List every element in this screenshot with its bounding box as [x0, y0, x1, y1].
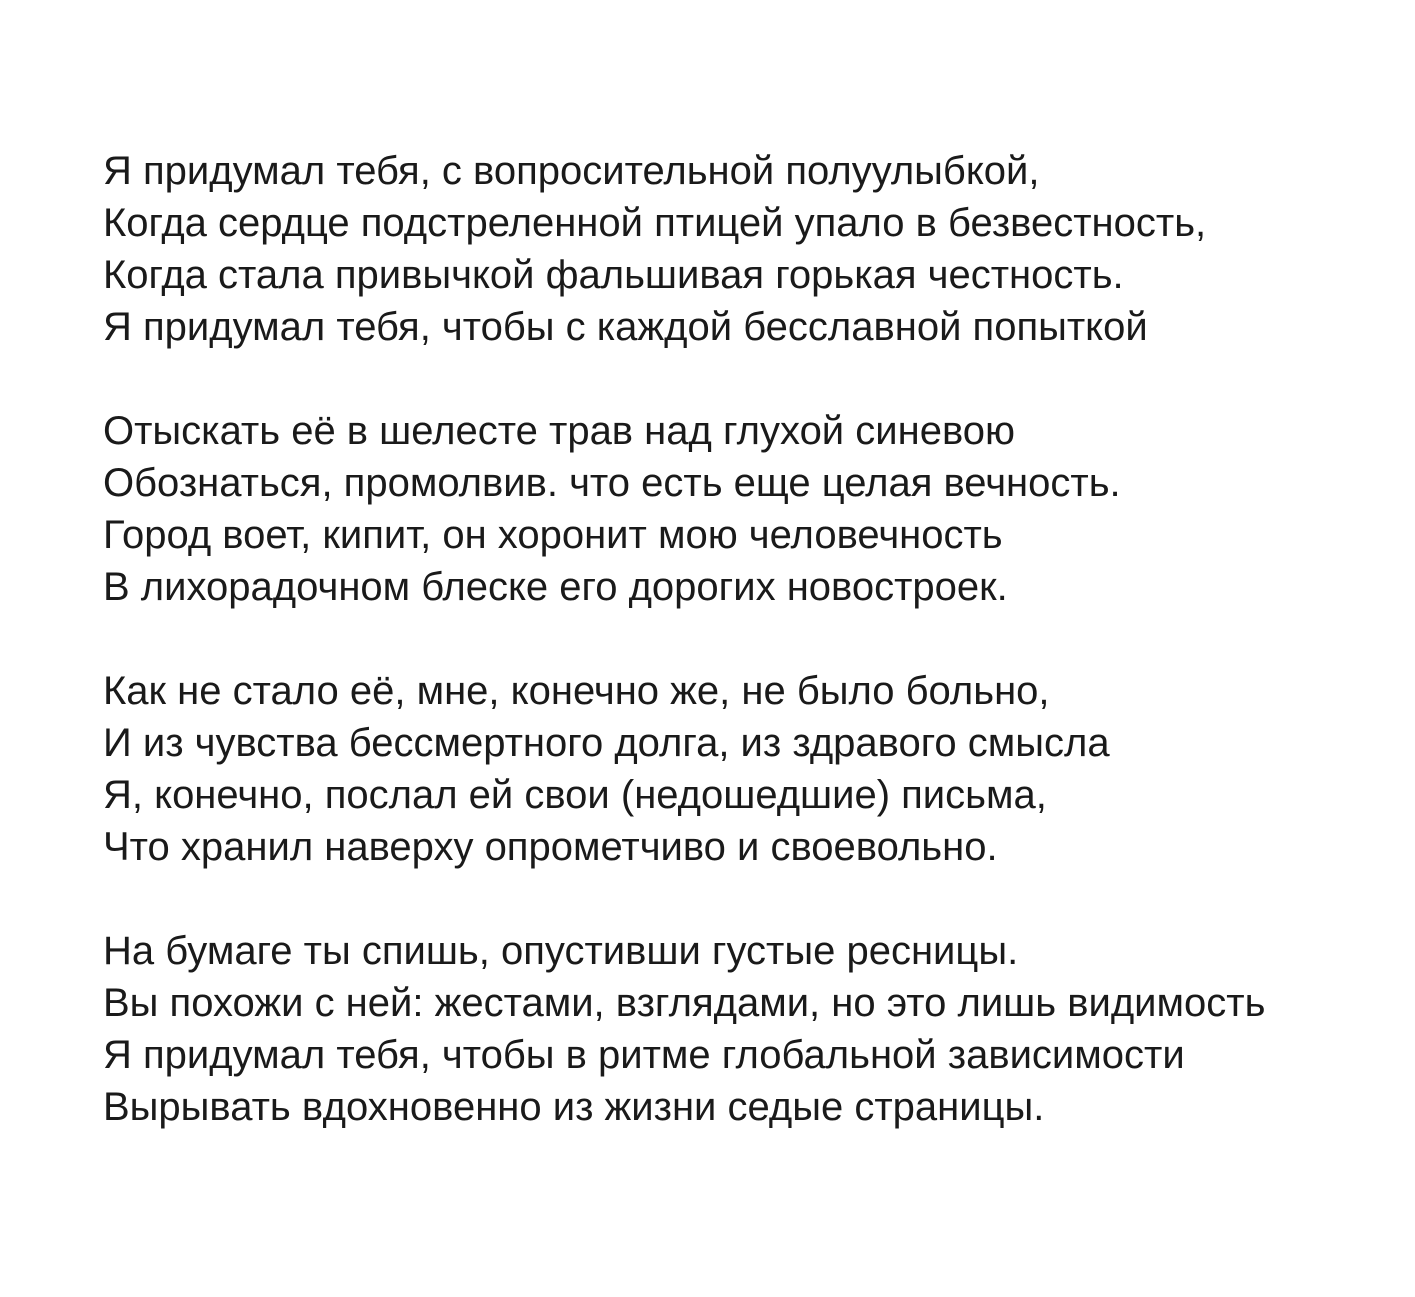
poem-line: Город воет, кипит, он хоронит мою человечность — [103, 513, 1003, 557]
poem-line: Я придумал тебя, с вопросительной полуулыбкой, — [103, 149, 1040, 193]
poem-line: Когда сердце подстреленной птицей упало в безвестность, — [103, 201, 1207, 245]
poem-text — [103, 145, 1403, 1133]
poem-line: Вы похожи с ней: жестами, взглядами, но это лишь видимость — [103, 981, 1266, 1025]
stanza-2 — [103, 405, 1403, 613]
poem-line: Что хранил наверху опрометчиво и своевольно. — [103, 825, 998, 869]
stanza-4 — [103, 925, 1403, 1133]
stanza-1 — [103, 145, 1403, 353]
poem-line: Отыскать её в шелесте трав над глухой синевою — [103, 409, 1015, 453]
poem-line: Обознаться, промолвив. что есть еще целая вечность. — [103, 461, 1121, 505]
poem-line: Как не стало её, мне, конечно же, не было больно, — [103, 669, 1050, 713]
poem-line: Я придумал тебя, чтобы с каждой бесславной попыткой — [103, 305, 1148, 349]
poem-line: На бумаге ты спишь, опустивши густые ресницы. — [103, 929, 1019, 973]
poem-line: Я, конечно, послал ей свои (недошедшие) письма, — [103, 773, 1047, 817]
poem-line: И из чувства бессмертного долга, из здравого смысла — [103, 721, 1110, 765]
stanza-3 — [103, 665, 1403, 873]
poem-line: В лихорадочном блеске его дорогих новостроек. — [103, 565, 1008, 609]
poem-line: Когда стала привычкой фальшивая горькая честность. — [103, 253, 1124, 297]
poem-line: Я придумал тебя, чтобы в ритме глобальной зависимости — [103, 1033, 1185, 1077]
poem-line: Вырывать вдохновенно из жизни седые страницы. — [103, 1085, 1045, 1129]
